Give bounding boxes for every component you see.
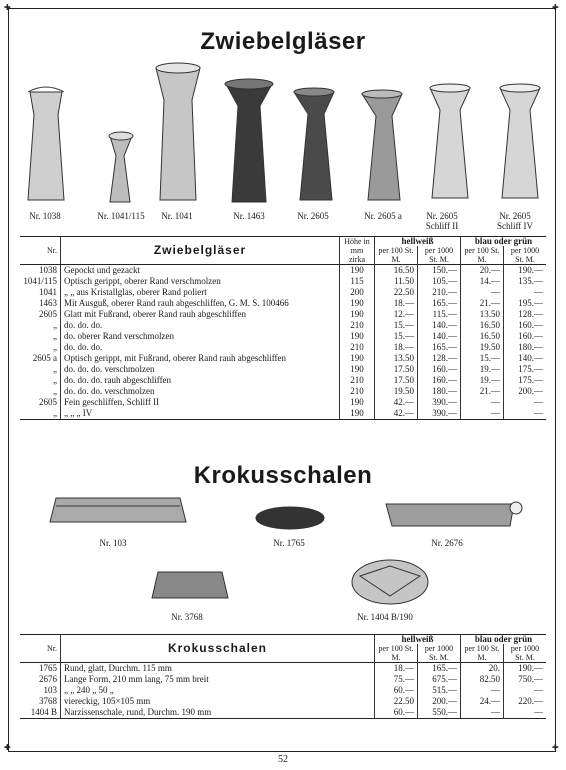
cell-description: Gepockt und gezackt xyxy=(61,265,340,277)
cell-nr: „ xyxy=(53,320,57,330)
zwiebelglaeser-price-table xyxy=(20,236,546,420)
krokusschalen-price-table xyxy=(20,634,546,719)
cell-value: 24.— xyxy=(461,696,504,707)
cell-value: 20. xyxy=(461,663,504,675)
caption-2605-schliff-ii: Nr. 2605 Schliff II xyxy=(425,211,459,231)
glass-2605-schliff-iv-image xyxy=(500,84,540,198)
cell-value: — xyxy=(504,707,547,719)
cell-value: 160.— xyxy=(418,364,461,375)
col-p1000-hellweiss: per 1000 St. M. xyxy=(418,644,461,663)
cell-value: 190.— xyxy=(504,663,547,675)
corner-ornament-icon: ✚ xyxy=(552,743,559,752)
col-p100-hellweiss: per 100 St. M. xyxy=(375,644,418,663)
cell-description: Mit Ausguß, oberer Rand rauh abgeschliffen, G. M. S. 100466 xyxy=(61,298,340,309)
cell-value: 210 xyxy=(340,375,375,386)
cell-description: „ „ „ IV xyxy=(61,408,340,420)
cell-description: do. do. do. xyxy=(61,342,340,353)
cell-value: 390.— xyxy=(418,408,461,420)
cell-value: 20.— xyxy=(461,265,504,277)
glass-2605-schliff-ii-image xyxy=(430,84,470,198)
caption-2605-schliff-iv: Nr. 2605 Schliff IV xyxy=(496,211,534,231)
cell-value: 190.— xyxy=(504,265,547,277)
cell-value: 175.— xyxy=(504,364,547,375)
cell-value: — xyxy=(461,408,504,420)
glass-1041-115-image xyxy=(109,132,133,202)
col-p100-blau: per 100 St. M. xyxy=(461,246,504,265)
cell-value: 13.50 xyxy=(461,309,504,320)
table-row xyxy=(20,342,546,353)
table-row xyxy=(20,287,546,298)
cell-value: 220.— xyxy=(504,696,547,707)
cell-value: 16.50 xyxy=(375,265,418,277)
cell-value: 190 xyxy=(340,397,375,408)
cell-value: 12.— xyxy=(375,309,418,320)
table-row xyxy=(20,309,546,320)
corner-ornament-icon: ✚ xyxy=(552,3,559,12)
cell-nr: 2605 xyxy=(39,309,57,319)
cell-value: 42.— xyxy=(375,408,418,420)
table-row xyxy=(20,331,546,342)
caption-2605: Nr. 2605 xyxy=(297,211,329,221)
cell-description: Glatt mit Fußrand, oberer Rand rauh abgeschliffen xyxy=(61,309,340,320)
bowl-103-image xyxy=(50,498,186,522)
cell-value: 17.50 xyxy=(375,375,418,386)
cell-value: 200 xyxy=(340,287,375,298)
col-p100-hellweiss: per 100 St. M. xyxy=(375,246,418,265)
cell-description: Narzissenschale, rund, Durchm. 190 mm xyxy=(61,707,375,719)
cell-value: 21.— xyxy=(461,298,504,309)
cell-nr: 1463 xyxy=(39,298,57,308)
corner-ornament-icon: ✚ xyxy=(4,743,11,752)
cell-value: — xyxy=(504,408,547,420)
cell-value: 165.— xyxy=(418,298,461,309)
cell-value: 210 xyxy=(340,386,375,397)
cell-value: 128.— xyxy=(418,353,461,364)
cell-description: Optisch gerippt, mit Fußrand, oberer Rand rauh abgeschliffen xyxy=(61,353,340,364)
table-row xyxy=(20,298,546,309)
crocus-bowls-illustration xyxy=(20,490,546,610)
caption-103: Nr. 103 xyxy=(99,538,127,548)
cell-value: 13.50 xyxy=(375,353,418,364)
cell-value: 21.— xyxy=(461,386,504,397)
heading-krokusschalen: Krokusschalen xyxy=(193,462,373,489)
col-hellweiss: hellweiß xyxy=(375,635,461,645)
glass-1038-image xyxy=(28,87,64,200)
table-row xyxy=(20,685,546,696)
cell-nr: 1404 B xyxy=(30,707,57,717)
col-title: Zwiebelgläser xyxy=(61,237,340,265)
cell-value: 165.— xyxy=(418,663,461,675)
cell-value: 160.— xyxy=(418,375,461,386)
glass-1463-image xyxy=(225,79,273,202)
cell-value: 22.50 xyxy=(375,287,418,298)
cell-value: 200.— xyxy=(418,696,461,707)
cell-value: 190 xyxy=(340,298,375,309)
caption-2676: Nr. 2676 xyxy=(431,538,463,548)
cell-value: 19.50 xyxy=(375,386,418,397)
cell-nr: „ xyxy=(53,342,57,352)
cell-value: 190 xyxy=(340,353,375,364)
cell-value: 115.— xyxy=(418,309,461,320)
glass-1041-image xyxy=(156,63,200,200)
col-p1000-hellweiss: per 1000 St. M. xyxy=(418,246,461,265)
col-nr: Nr. xyxy=(47,246,57,255)
cell-value: 190 xyxy=(340,331,375,342)
cell-value: 150.— xyxy=(418,265,461,277)
cell-value: 18.— xyxy=(375,663,418,675)
bowl-1404b-image xyxy=(352,560,428,604)
cell-nr: 2676 xyxy=(39,674,57,684)
caption-1463: Nr. 1463 xyxy=(233,211,265,221)
cell-value: 190 xyxy=(340,309,375,320)
cell-nr: 3768 xyxy=(39,696,57,706)
cell-description: do. do. do. xyxy=(61,320,340,331)
col-hellweiss: hellweiß xyxy=(375,237,461,247)
cell-value: — xyxy=(504,287,547,298)
cell-value: 675.— xyxy=(418,674,461,685)
cell-nr: 1765 xyxy=(39,663,57,673)
bowl-3768-image xyxy=(152,572,228,598)
col-p100-blau: per 100 St. M. xyxy=(461,644,504,663)
col-p1000-blau: per 1000 St. M. xyxy=(504,246,547,265)
cell-nr: „ xyxy=(53,375,57,385)
cell-value: 190 xyxy=(340,364,375,375)
page-number: 52 xyxy=(278,754,288,765)
table-row xyxy=(20,397,546,408)
cell-description: do. oberer Rand verschmolzen xyxy=(61,331,340,342)
cell-description: Lange Form, 210 mm lang, 75 mm breit xyxy=(61,674,375,685)
cell-nr: „ xyxy=(53,331,57,341)
cell-nr: 1038 xyxy=(39,265,57,275)
table-row xyxy=(20,353,546,364)
cell-value: 190 xyxy=(340,265,375,277)
cell-description: Rund, glatt, Durchm. 115 mm xyxy=(61,663,375,675)
cell-nr: „ xyxy=(53,364,57,374)
cell-value: 17.50 xyxy=(375,364,418,375)
cell-value: 180.— xyxy=(504,342,547,353)
col-nr: Nr. xyxy=(47,644,57,653)
cell-value: 210 xyxy=(340,320,375,331)
cell-value: — xyxy=(504,397,547,408)
cell-value: 750.— xyxy=(504,674,547,685)
cell-nr: 103 xyxy=(43,685,57,695)
cell-nr: 1041/115 xyxy=(23,276,57,286)
cell-value: 190 xyxy=(340,408,375,420)
cell-value: 60.— xyxy=(375,685,418,696)
cell-description: „ „ 240 „ 50 „ xyxy=(61,685,375,696)
heading-zwiebelglaeser: Zwiebelgläser xyxy=(200,28,366,55)
cell-value: 515.— xyxy=(418,685,461,696)
table-row xyxy=(20,663,546,675)
cell-value: — xyxy=(461,287,504,298)
table-row xyxy=(20,386,546,397)
caption-1404b: Nr. 1404 B/190 xyxy=(357,612,413,622)
cell-value: 135.— xyxy=(504,276,547,287)
cell-value: 60.— xyxy=(375,707,418,719)
corner-ornament-icon: ✚ xyxy=(4,3,11,12)
table-row xyxy=(20,408,546,420)
cell-value: 16.50 xyxy=(461,320,504,331)
cell-value: — xyxy=(504,685,547,696)
caption-3768: Nr. 3768 xyxy=(171,612,203,622)
glass-2605a-image xyxy=(362,90,402,200)
cell-nr: 1041 xyxy=(39,287,57,297)
col-blau: blau oder grün xyxy=(461,635,547,645)
cell-description: do. do. do. verschmolzen xyxy=(61,364,340,375)
cell-value: 15.— xyxy=(461,353,504,364)
cell-value: 19.50 xyxy=(461,342,504,353)
cell-value: 11.50 xyxy=(375,276,418,287)
col-blau: blau oder grün xyxy=(461,237,547,247)
cell-nr: „ xyxy=(53,408,57,418)
cell-value: 210 xyxy=(340,342,375,353)
col-p1000-blau: per 1000 St. M. xyxy=(504,644,547,663)
table-row xyxy=(20,696,546,707)
cell-value: 15.— xyxy=(375,331,418,342)
cell-description: „ „ aus Kristallglas, oberer Rand poliert xyxy=(61,287,340,298)
cell-value: 82.50 xyxy=(461,674,504,685)
cell-description: Optisch gerippt, oberer Rand verschmolzen xyxy=(61,276,340,287)
caption-2605a: Nr. 2605 a xyxy=(364,211,402,221)
cell-value: — xyxy=(461,397,504,408)
cell-nr: „ xyxy=(53,386,57,396)
cell-value: 390.— xyxy=(418,397,461,408)
cell-nr: 2605 xyxy=(39,397,57,407)
cell-nr: 2605 a xyxy=(32,353,57,363)
table-row xyxy=(20,265,546,277)
cell-description: Fein geschliffen, Schliff II xyxy=(61,397,340,408)
cell-description: do. do. do. rauh abgeschliffen xyxy=(61,375,340,386)
cell-value: 140.— xyxy=(504,353,547,364)
cell-value: 128.— xyxy=(504,309,547,320)
cell-value: 200.— xyxy=(504,386,547,397)
cell-value: 16.50 xyxy=(461,331,504,342)
cell-description: do. do. do. verschmolzen xyxy=(61,386,340,397)
bowl-1765-image xyxy=(256,507,324,529)
col-title: Krokusschalen xyxy=(61,635,375,663)
cell-value: 550.— xyxy=(418,707,461,719)
glass-2605-image xyxy=(294,88,334,200)
col-height: Höhe in mm zirka xyxy=(340,237,375,265)
cell-value: 175.— xyxy=(504,375,547,386)
cell-value: 18.— xyxy=(375,298,418,309)
caption-1041-115: Nr. 1041/115 xyxy=(97,211,145,221)
cell-description: viereckig, 105×105 mm xyxy=(61,696,375,707)
bulb-glasses-illustration xyxy=(20,60,546,210)
cell-value: 115 xyxy=(340,276,375,287)
caption-1038: Nr. 1038 xyxy=(29,211,61,221)
caption-1765: Nr. 1765 xyxy=(273,538,305,548)
cell-value: 22.50 xyxy=(375,696,418,707)
cell-value: 14.— xyxy=(461,276,504,287)
caption-1041: Nr. 1041 xyxy=(161,211,193,221)
cell-value: 160.— xyxy=(504,320,547,331)
table-row xyxy=(20,276,546,287)
cell-value: 195.— xyxy=(504,298,547,309)
cell-value: 160.— xyxy=(504,331,547,342)
table-row xyxy=(20,364,546,375)
cell-value: 15.— xyxy=(375,320,418,331)
cell-value: 180.— xyxy=(418,386,461,397)
table-row xyxy=(20,375,546,386)
cell-value: 18.— xyxy=(375,342,418,353)
cell-value: 19.— xyxy=(461,364,504,375)
cell-value: 210.— xyxy=(418,287,461,298)
cell-value: 19.— xyxy=(461,375,504,386)
bowl-2676-image xyxy=(386,502,522,526)
table-row xyxy=(20,707,546,719)
cell-value: 75.— xyxy=(375,674,418,685)
cell-value: 140.— xyxy=(418,320,461,331)
table-row xyxy=(20,674,546,685)
cell-value: 140.— xyxy=(418,331,461,342)
table-row xyxy=(20,320,546,331)
cell-value: — xyxy=(461,685,504,696)
cell-value: 105.— xyxy=(418,276,461,287)
cell-value: — xyxy=(461,707,504,719)
cell-value: 42.— xyxy=(375,397,418,408)
cell-value: 165.— xyxy=(418,342,461,353)
